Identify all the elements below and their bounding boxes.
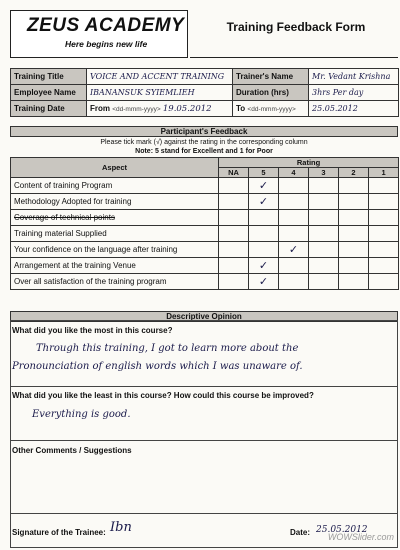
rating-cell[interactable] xyxy=(219,194,249,210)
rating-cell[interactable] xyxy=(279,226,309,242)
check-mark-icon: ✓ xyxy=(288,243,299,256)
rating-col-header: NA xyxy=(219,168,249,178)
trainer-name-label: Trainer's Name xyxy=(233,69,309,85)
aspect-label: Training material Supplied xyxy=(11,226,219,242)
logo-tagline: Here begins new life xyxy=(65,39,148,49)
trainee-signature[interactable]: Ibn xyxy=(110,520,132,535)
training-info-table xyxy=(10,68,399,117)
training-date-label: Training Date xyxy=(11,101,87,117)
rating-cell[interactable] xyxy=(339,258,369,274)
check-mark-icon: ✓ xyxy=(258,275,269,288)
from-date-cell[interactable] xyxy=(87,101,233,117)
divider xyxy=(10,440,398,441)
rating-cell[interactable] xyxy=(309,194,339,210)
to-label: To xyxy=(236,104,246,113)
feedback-section-header: Participant's Feedback xyxy=(10,126,398,137)
training-title-label: Training Title xyxy=(11,69,87,85)
aspect-label: Arrangement at the training Venue xyxy=(11,258,219,274)
aspect-label: Methodology Adopted for training xyxy=(11,194,219,210)
from-date-value: 19.05.2012 xyxy=(162,103,212,114)
rating-col-header: 4 xyxy=(279,168,309,178)
rating-cell[interactable] xyxy=(309,178,339,194)
rating-cell[interactable] xyxy=(369,226,399,242)
rating-cell[interactable] xyxy=(339,242,369,258)
employee-name-field[interactable]: IBANANSUK SYIEMLIEH xyxy=(87,85,233,101)
employee-name-label: Employee Name xyxy=(11,85,87,101)
table-row xyxy=(11,226,399,242)
rating-cell[interactable] xyxy=(279,210,309,226)
training-title-field[interactable]: VOICE AND ACCENT TRAINING xyxy=(87,69,233,85)
signature-date[interactable]: 25.05.2012 xyxy=(316,525,368,535)
rating-col-header: 1 xyxy=(369,168,399,178)
rating-note: Note: 5 stand for Excellent and 1 for Poor xyxy=(135,148,273,155)
divider xyxy=(10,386,398,387)
duration-field[interactable]: 3hrs Per day xyxy=(309,85,399,101)
feedback-instruction: Please tick mark (√) against the rating in the corresponding column xyxy=(100,139,308,146)
rating-col-header: 2 xyxy=(339,168,369,178)
check-mark-icon: ✓ xyxy=(258,195,269,208)
aspect-label: Content of training Program xyxy=(11,178,219,194)
check-mark-icon: ✓ xyxy=(258,259,269,272)
rating-cell[interactable] xyxy=(309,274,339,290)
rating-cell[interactable] xyxy=(219,242,249,258)
form-title: Training Feedback Form xyxy=(226,20,366,34)
rating-cell[interactable] xyxy=(279,258,309,274)
descriptive-section-header: Descriptive Opinion xyxy=(10,311,398,322)
rating-cell[interactable] xyxy=(369,274,399,290)
rating-column-header: Rating xyxy=(219,158,399,168)
feedback-rating-table xyxy=(10,157,399,290)
rating-cell[interactable] xyxy=(369,194,399,210)
rating-cell[interactable] xyxy=(249,274,279,290)
rating-cell[interactable] xyxy=(249,194,279,210)
table-row xyxy=(11,194,399,210)
rating-cell[interactable] xyxy=(339,194,369,210)
watermark: WOWSlider.com xyxy=(327,532,394,542)
rating-col-header: 5 xyxy=(249,168,279,178)
aspect-label: Your confidence on the language after training xyxy=(11,242,219,258)
divider xyxy=(10,513,398,514)
rating-cell[interactable] xyxy=(279,178,309,194)
rating-cell[interactable] xyxy=(369,258,399,274)
academy-logo xyxy=(10,10,188,58)
rating-cell[interactable] xyxy=(369,242,399,258)
rating-cell[interactable] xyxy=(219,258,249,274)
answer-liked-most-line1[interactable]: Through this training, I got to learn more about the xyxy=(36,343,299,354)
rating-cell[interactable] xyxy=(309,242,339,258)
to-date-value[interactable]: 25.05.2012 xyxy=(309,101,399,117)
rating-cell[interactable] xyxy=(249,258,279,274)
table-row xyxy=(11,178,399,194)
from-label: From xyxy=(90,103,110,113)
rating-cell[interactable] xyxy=(249,242,279,258)
table-row xyxy=(11,242,399,258)
rating-cell[interactable] xyxy=(279,242,309,258)
to-date-cell[interactable] xyxy=(233,101,309,117)
signature-label: Signature of the Trainee: xyxy=(12,528,106,537)
duration-label: Duration (hrs) xyxy=(233,85,309,101)
date-label: Date: xyxy=(290,528,311,537)
title-underline xyxy=(190,57,398,58)
to-date-placeholder: <dd-mmm-yyyy> xyxy=(247,106,296,113)
rating-cell[interactable] xyxy=(339,274,369,290)
check-mark-icon: ✓ xyxy=(258,179,269,192)
rating-cell[interactable] xyxy=(219,178,249,194)
table-row xyxy=(11,274,399,290)
aspect-label: Coverage of technical points xyxy=(11,210,219,226)
logo-name: ZEUS ACADEMY xyxy=(27,15,185,36)
rating-cell[interactable] xyxy=(369,210,399,226)
rating-cell[interactable] xyxy=(369,178,399,194)
rating-cell[interactable] xyxy=(219,210,249,226)
table-row xyxy=(11,210,399,226)
rating-cell[interactable] xyxy=(279,194,309,210)
trainer-name-field[interactable]: Mr. Vedant Krishna xyxy=(309,69,399,85)
rating-cell[interactable] xyxy=(249,226,279,242)
answer-liked-least[interactable]: Everything is good. xyxy=(32,409,131,420)
rating-cell[interactable] xyxy=(279,274,309,290)
aspect-label: Over all satisfaction of the training program xyxy=(11,274,219,290)
rating-cell[interactable] xyxy=(249,210,279,226)
rating-cell[interactable] xyxy=(309,258,339,274)
question-other-comments: Other Comments / Suggestions xyxy=(12,446,132,455)
answer-liked-most-line2[interactable]: Pronounciation of english words which I was unaware of. xyxy=(12,361,303,372)
rating-cell[interactable] xyxy=(249,178,279,194)
rating-cell[interactable] xyxy=(219,226,249,242)
table-row xyxy=(11,258,399,274)
rating-cell[interactable] xyxy=(339,226,369,242)
from-date-placeholder: <dd-mmm-yyyy> xyxy=(112,105,161,113)
rating-cell[interactable] xyxy=(339,178,369,194)
rating-cell[interactable] xyxy=(309,226,339,242)
rating-col-header: 3 xyxy=(309,168,339,178)
rating-cell[interactable] xyxy=(309,210,339,226)
aspect-column-header: Aspect xyxy=(11,158,219,178)
question-liked-least: What did you like the least in this course? How could this course be improved? xyxy=(12,391,314,400)
rating-cell[interactable] xyxy=(219,274,249,290)
rating-cell[interactable] xyxy=(339,210,369,226)
question-liked-most: What did you like the most in this course? xyxy=(12,326,173,335)
